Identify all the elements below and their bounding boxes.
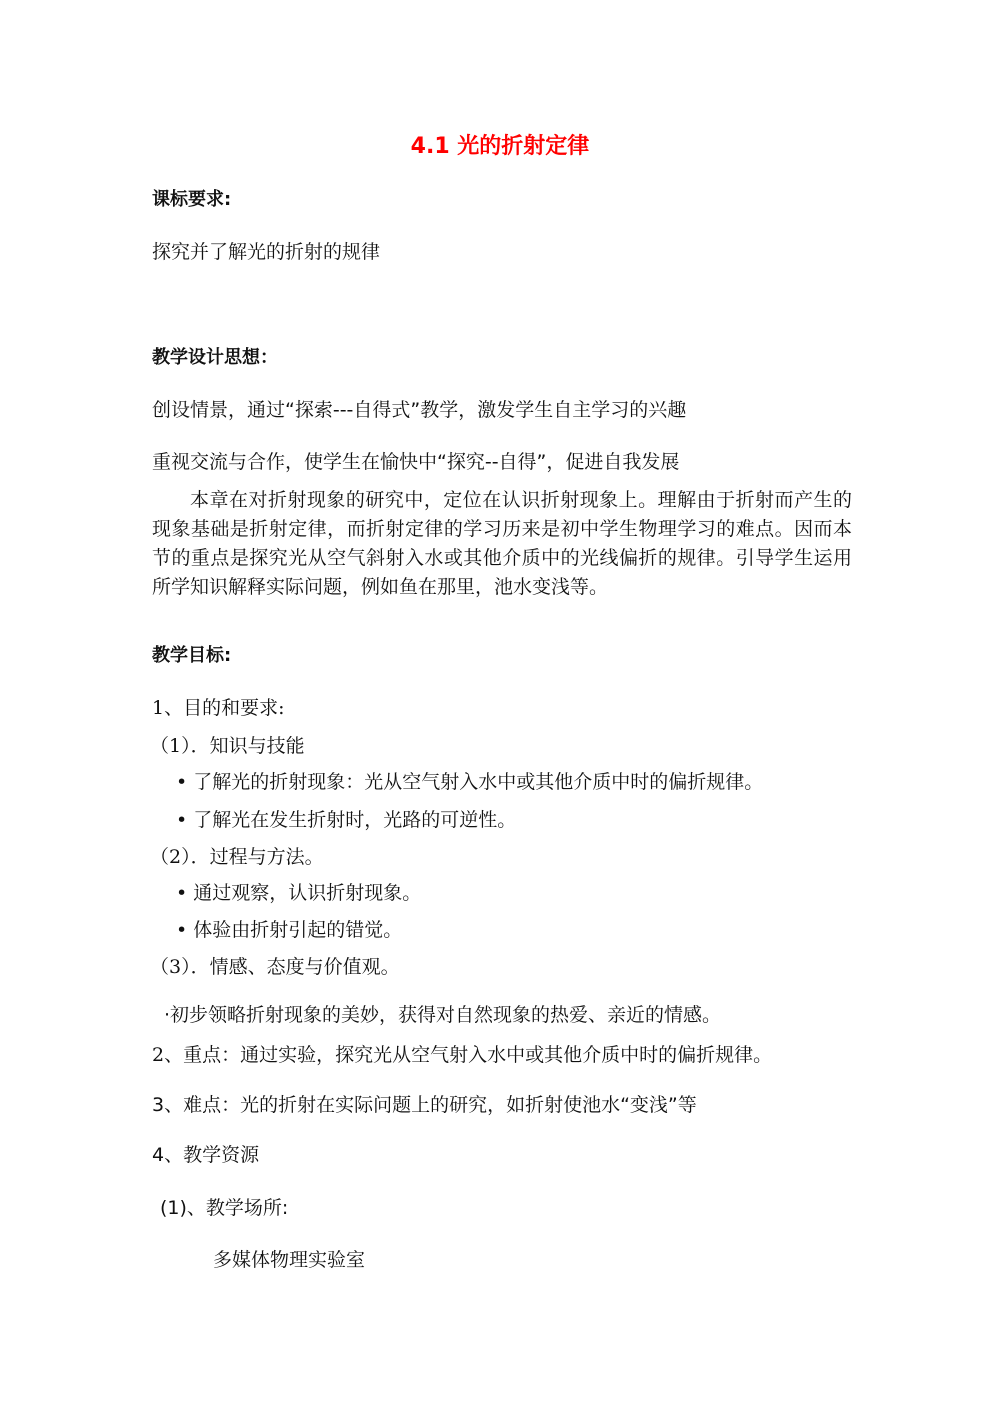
goal-sub-1: （1）．知识与技能 (150, 735, 305, 757)
goal-sub-1-bullet-1: • 了解光的折射现象：光从空气射入水中或其他介质中时的偏折规律。 (176, 771, 764, 793)
design-heading: 教学设计思想： (152, 347, 278, 368)
goal-sub-2: （2）．过程与方法。 (150, 846, 324, 868)
goal-sub-3: （3）．情感、态度与价值观。 (150, 956, 400, 978)
goals-heading: 教学目标: (152, 645, 232, 666)
goal-sub-2-bullet-2: • 体验由折射引起的错觉。 (176, 919, 403, 941)
goal-item-4: 4、教学资源 (152, 1144, 260, 1166)
goal-item-1: 1、目的和要求: (152, 697, 285, 719)
goal-item-4-sub-1-value: 多媒体物理实验室 (213, 1249, 366, 1271)
document-title: 4.1 光的折射定律 (410, 134, 590, 159)
curriculum-text: 探究并了解光的折射的规律 (152, 241, 381, 263)
design-line-1: 创设情景，通过“探索---自得式”教学，激发学生自主学习的兴趣 (152, 399, 687, 421)
curriculum-heading: 课标要求: (152, 189, 232, 210)
goal-item-2: 2、重点：通过实验，探究光从空气射入水中或其他介质中时的偏折规律。 (152, 1044, 773, 1066)
goal-sub-2-bullet-1: • 通过观察，认识折射现象。 (176, 882, 422, 904)
goal-item-4-sub-1: (1)、教学场所: (160, 1197, 289, 1219)
goal-sub-1-bullet-2: • 了解光在发生折射时，光路的可逆性。 (176, 809, 517, 831)
goal-sub-3-text: ·初步领略折射现象的美妙，获得对自然现象的热爱、亲近的情感。 (164, 1004, 722, 1026)
goal-item-3: 3、难点：光的折射在实际问题上的研究，如折射使池水“变浅”等 (152, 1094, 697, 1116)
design-paragraph: 本章在对折射现象的研究中，定位在认识折射现象上。理解由于折射而产生的现象基础是折射定律，而折射定律的学习历来是初中学生物理学习的难点。因而本节的重点是探究光从空气斜射入水或其他介质中的光线偏折的规律。引导学生运用所学知识解释实际问题，例如鱼在那里，池水变浅等。 (152, 489, 852, 598)
design-line-2: 重视交流与合作，使学生在愉快中“探究--自得”，促进自我发展 (152, 451, 680, 473)
